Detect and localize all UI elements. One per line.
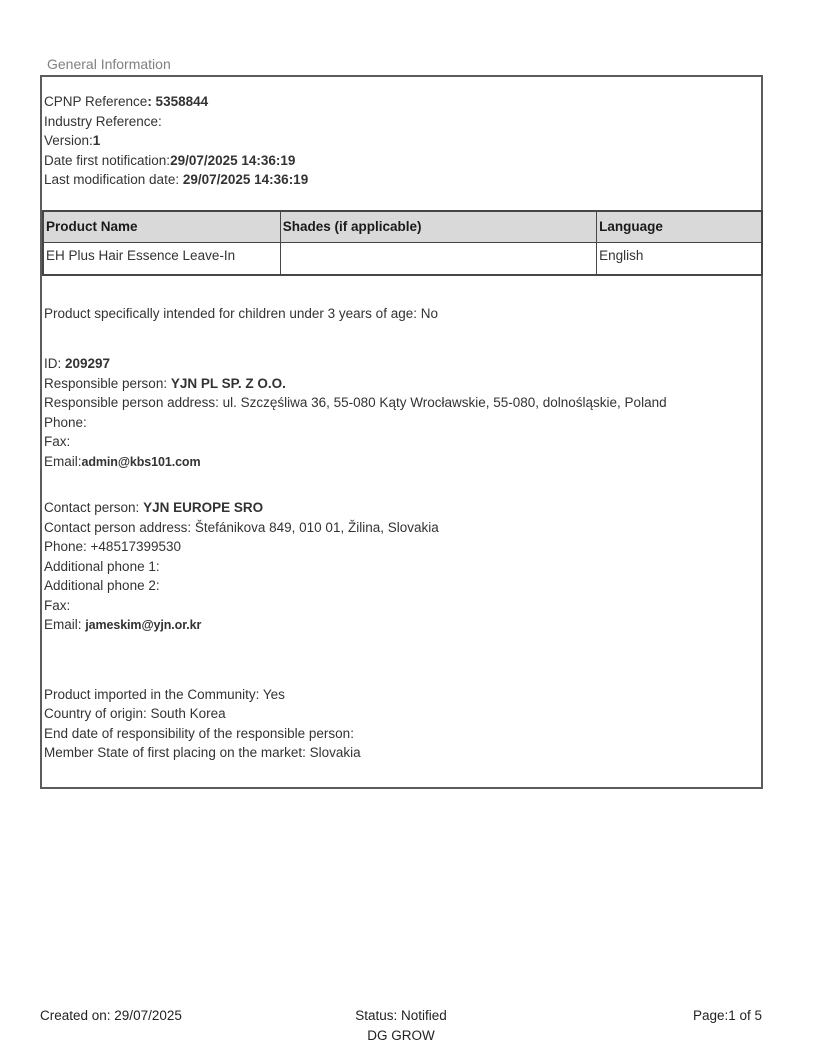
contact-additional-phone-2: Additional phone 2: bbox=[44, 578, 160, 593]
cpnp-reference-line bbox=[44, 92, 755, 112]
cpnp-reference-label: CPNP Reference bbox=[44, 94, 148, 109]
date-first-notification-label: Date first notification: bbox=[44, 152, 171, 168]
contact-person-value: YJN EUROPE SRO bbox=[143, 500, 264, 515]
cell-language: English bbox=[597, 243, 762, 275]
version-value: 1 bbox=[92, 133, 101, 148]
product-table-header-row bbox=[43, 211, 762, 243]
end-date-responsibility-line: End date of responsibility of the responsible person: bbox=[44, 725, 354, 741]
header-product-name: Product Name bbox=[43, 211, 280, 243]
footer-status: Status: Notified bbox=[355, 1008, 447, 1023]
table-row bbox=[43, 243, 762, 275]
product-imported-line: Product imported in the Community: Yes bbox=[44, 686, 285, 702]
id-value: 209297 bbox=[65, 356, 111, 371]
responsible-person-address: Responsible person address: ul. Szczęśliwa 36, 55-080 Kąty Wrocławskie, 55-080, dolnośląskie, Poland bbox=[44, 395, 667, 410]
footer-created-on: Created on: 29/07/2025 bbox=[40, 1008, 182, 1023]
responsible-email-label: Email: bbox=[44, 453, 82, 469]
responsible-person-label: Responsible person: bbox=[44, 375, 171, 391]
responsible-person-line bbox=[44, 374, 755, 394]
cpnp-reference-value: : 5358844 bbox=[147, 94, 209, 109]
section-title: General Information bbox=[47, 56, 171, 72]
contact-person-address: Contact person address: Štefánikova 849, 010 01, Žilina, Slovakia bbox=[44, 519, 439, 535]
footer-org: DG GROW bbox=[367, 1028, 435, 1043]
last-modification-line bbox=[44, 170, 755, 190]
id-label: ID: bbox=[44, 356, 66, 371]
member-state-line: Member State of first placing on the market: Slovakia bbox=[44, 745, 361, 760]
contact-person-line bbox=[44, 498, 755, 518]
industry-reference-label: Industry Reference: bbox=[44, 113, 162, 129]
product-table bbox=[42, 210, 763, 276]
contact-person-label: Contact person: bbox=[44, 500, 144, 515]
responsible-person-value: YJN PL SP. Z O.O. bbox=[170, 375, 286, 391]
general-information-box bbox=[40, 75, 763, 789]
cell-product-name: EH Plus Hair Essence Leave-In bbox=[43, 243, 280, 275]
header-shades: Shades (if applicable) bbox=[280, 211, 596, 243]
contact-email-value: jameskim@yjn.or.kr bbox=[85, 618, 202, 632]
last-modification-value: 29/07/2025 14:36:19 bbox=[182, 172, 309, 187]
contact-fax: Fax: bbox=[44, 597, 71, 613]
footer-page-number: Page:1 of 5 bbox=[692, 1008, 763, 1023]
header-language: Language bbox=[597, 211, 762, 243]
industry-reference-line bbox=[44, 112, 755, 132]
responsible-phone: Phone: bbox=[44, 414, 87, 430]
id-line bbox=[44, 354, 755, 374]
version-line bbox=[44, 131, 755, 151]
responsible-email-line bbox=[44, 452, 755, 473]
page-footer bbox=[40, 1006, 762, 1046]
import-info-block bbox=[44, 685, 755, 763]
date-first-notification-line bbox=[44, 151, 755, 171]
cell-shades bbox=[280, 243, 596, 275]
responsible-fax: Fax: bbox=[44, 434, 71, 449]
contact-email-line bbox=[44, 615, 755, 636]
last-modification-label: Last modification date: bbox=[44, 172, 183, 187]
contact-phone: Phone: +48517399530 bbox=[44, 539, 182, 554]
date-first-notification-value: 29/07/2025 14:36:19 bbox=[170, 152, 296, 168]
version-label: Version: bbox=[44, 133, 93, 148]
contact-additional-phone-1: Additional phone 1: bbox=[44, 558, 160, 574]
footer-status-block bbox=[281, 1006, 522, 1046]
responsible-person-block bbox=[44, 354, 755, 472]
country-of-origin-line: Country of origin: South Korea bbox=[44, 706, 226, 721]
children-intended-line: Product specifically intended for children under 3 years of age: No bbox=[44, 305, 438, 321]
contact-person-block bbox=[44, 498, 755, 636]
responsible-email-value: admin@kbs101.com bbox=[81, 454, 201, 469]
contact-email-label: Email: bbox=[44, 617, 86, 632]
